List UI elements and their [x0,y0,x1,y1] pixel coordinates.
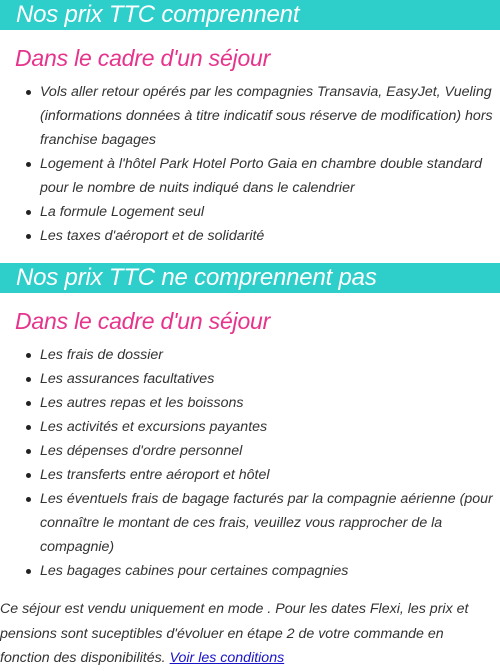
footer-note [0,597,496,671]
list-item: Les taxes d'aéroport et de solidarité [26,224,498,248]
includes-section [0,0,500,248]
list-item: Vols aller retour opérés par les compagnies Transavia, EasyJet, Vueling (informations données à titre indicatif sous réserve de modification) hors franchise bagages [26,80,498,152]
list-item: La formule Logement seul [26,200,498,224]
list-item: Logement à l'hôtel Park Hotel Porto Gaia en chambre double standard pour le nombre de nuits indiqué dans le calendrier [26,152,498,200]
excludes-section [0,263,500,583]
excludes-subtitle: Dans le cadre d'un séjour [15,308,271,334]
list-item: Les éventuels frais de bagage facturés par la compagnie aérienne (pour connaître le montant de ces frais, veuillez vous rapprocher de la compagnie) [26,487,498,559]
excludes-list [0,343,500,583]
list-item: Les bagages cabines pour certaines compagnies [26,559,498,583]
list-item: Les transferts entre aéroport et hôtel [26,463,498,487]
includes-subtitle: Dans le cadre d'un séjour [15,45,271,71]
includes-list [0,80,500,248]
list-item: Les frais de dossier [26,343,498,367]
list-item: Les activités et excursions payantes [26,415,498,439]
footer-text: Ce séjour est vendu uniquement en mode . Pour les dates Flexi, les prix et pensions sont suceptibles d'évoluer en étape 2 de votre commande en fonction des disponibilités. [0,601,469,666]
list-item: Les dépenses d'ordre personnel [26,439,498,463]
includes-header: Nos prix TTC comprennent [0,0,500,30]
conditions-link[interactable]: Voir les conditions [169,650,285,666]
excludes-header: Nos prix TTC ne comprennent pas [0,263,500,293]
list-item: Les assurances facultatives [26,367,498,391]
list-item: Les autres repas et les boissons [26,391,498,415]
